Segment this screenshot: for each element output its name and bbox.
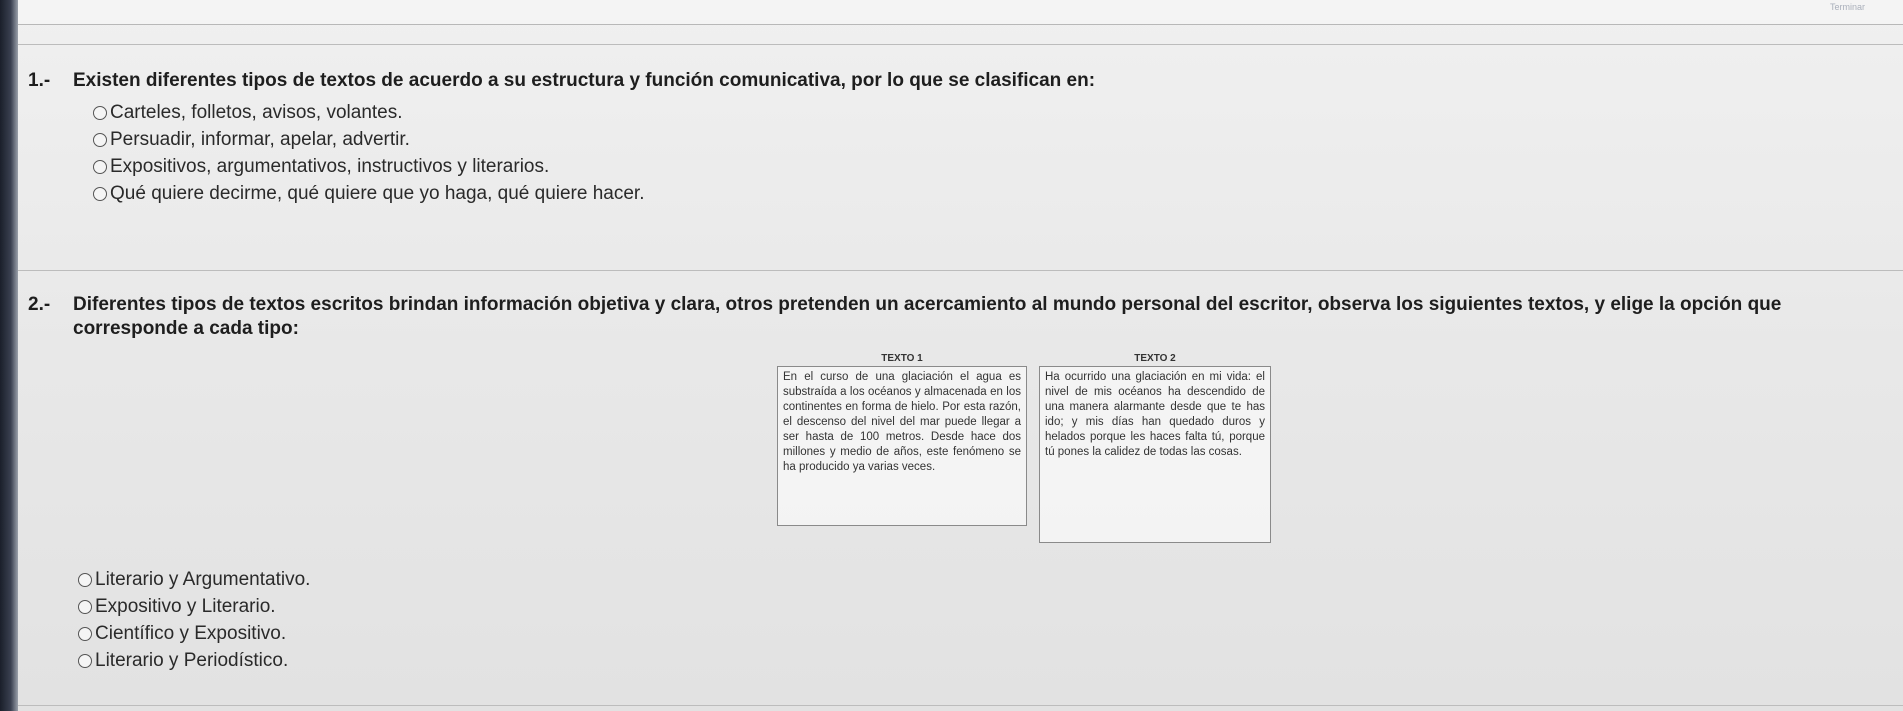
q1-option-b[interactable] <box>93 126 1885 153</box>
radio-button-icon[interactable] <box>93 106 107 120</box>
question-2-text: Diferentes tipos de textos escritos brindan información objetiva y clara, otros pretenden un acercamiento al mundo personal del escritor, observa los siguientes textos, y elige la opción que corresponde a cada tipo: <box>73 294 1782 339</box>
q2-option-a-label: Literario y Argumentativo. <box>95 568 311 590</box>
question-2-number: 2.- <box>28 294 51 315</box>
texto-2 <box>1039 352 1271 543</box>
radio-button-icon[interactable] <box>78 573 92 587</box>
question-1 <box>28 69 1885 207</box>
reading-texts <box>777 352 1271 543</box>
screen-bezel <box>0 0 18 711</box>
radio-button-icon[interactable] <box>78 627 92 641</box>
question-1-number: 1.- <box>28 70 51 91</box>
radio-button-icon[interactable] <box>78 600 92 614</box>
texto-1-body: En el curso de una glaciación el agua es substraída a los océanos y almacenada en los continentes en forma de hielo. Por esta razón, el descenso del nivel del mar puede llegar a ser hasta de 100 metros. Desde hace dos millones y medio de años, este fenómeno se ha producido ya varias veces. <box>777 366 1027 526</box>
q1-option-c[interactable] <box>93 153 1885 180</box>
q1-option-d[interactable] <box>93 180 1885 207</box>
q2-option-b[interactable] <box>78 593 1885 620</box>
texto-1-title: TEXTO 1 <box>881 353 923 364</box>
divider-middle <box>18 270 1903 271</box>
q2-option-c-label: Científico y Expositivo. <box>95 622 287 644</box>
question-1-text: Existen diferentes tipos de textos de acuerdo a su estructura y función comunicativa, por lo que se clasifican en: <box>73 70 1096 91</box>
question-2 <box>28 293 1885 341</box>
radio-button-icon[interactable] <box>93 133 107 147</box>
divider-top <box>18 44 1903 45</box>
q1-option-c-label: Expositivos, argumentativos, instructivos y literarios. <box>110 155 550 177</box>
q2-option-c[interactable] <box>78 620 1885 647</box>
q1-option-d-label: Qué quiere decirme, qué quiere que yo haga, qué quiere hacer. <box>110 182 645 204</box>
texto-1 <box>777 352 1027 543</box>
q1-option-a-label: Carteles, folletos, avisos, volantes. <box>110 101 403 123</box>
texto-2-body: Ha ocurrido una glaciación en mi vida: el nivel de mis océanos ha descendido de una manera alarmante desde que te has ido; y mis días han quedado duros y helados porque les haces falta tú, porque tú pones la calidez de todas las cosas. <box>1039 366 1271 543</box>
q2-option-d[interactable] <box>78 647 1885 674</box>
question-2-answers <box>28 560 1885 674</box>
q1-option-b-label: Persuadir, informar, apelar, advertir. <box>110 128 410 150</box>
q2-option-a[interactable] <box>78 566 1885 593</box>
divider-bottom <box>18 705 1903 706</box>
q1-option-a[interactable] <box>93 99 1885 126</box>
radio-button-icon[interactable] <box>93 160 107 174</box>
q2-option-b-label: Expositivo y Literario. <box>95 595 276 617</box>
question-2-options <box>78 566 1885 674</box>
question-1-options <box>93 99 1885 207</box>
radio-button-icon[interactable] <box>78 654 92 668</box>
radio-button-icon[interactable] <box>93 187 107 201</box>
finish-link[interactable]: Terminar <box>1829 2 1865 12</box>
top-bar <box>18 0 1903 25</box>
q2-option-d-label: Literario y Periodístico. <box>95 649 289 671</box>
texto-2-title: TEXTO 2 <box>1134 353 1176 364</box>
